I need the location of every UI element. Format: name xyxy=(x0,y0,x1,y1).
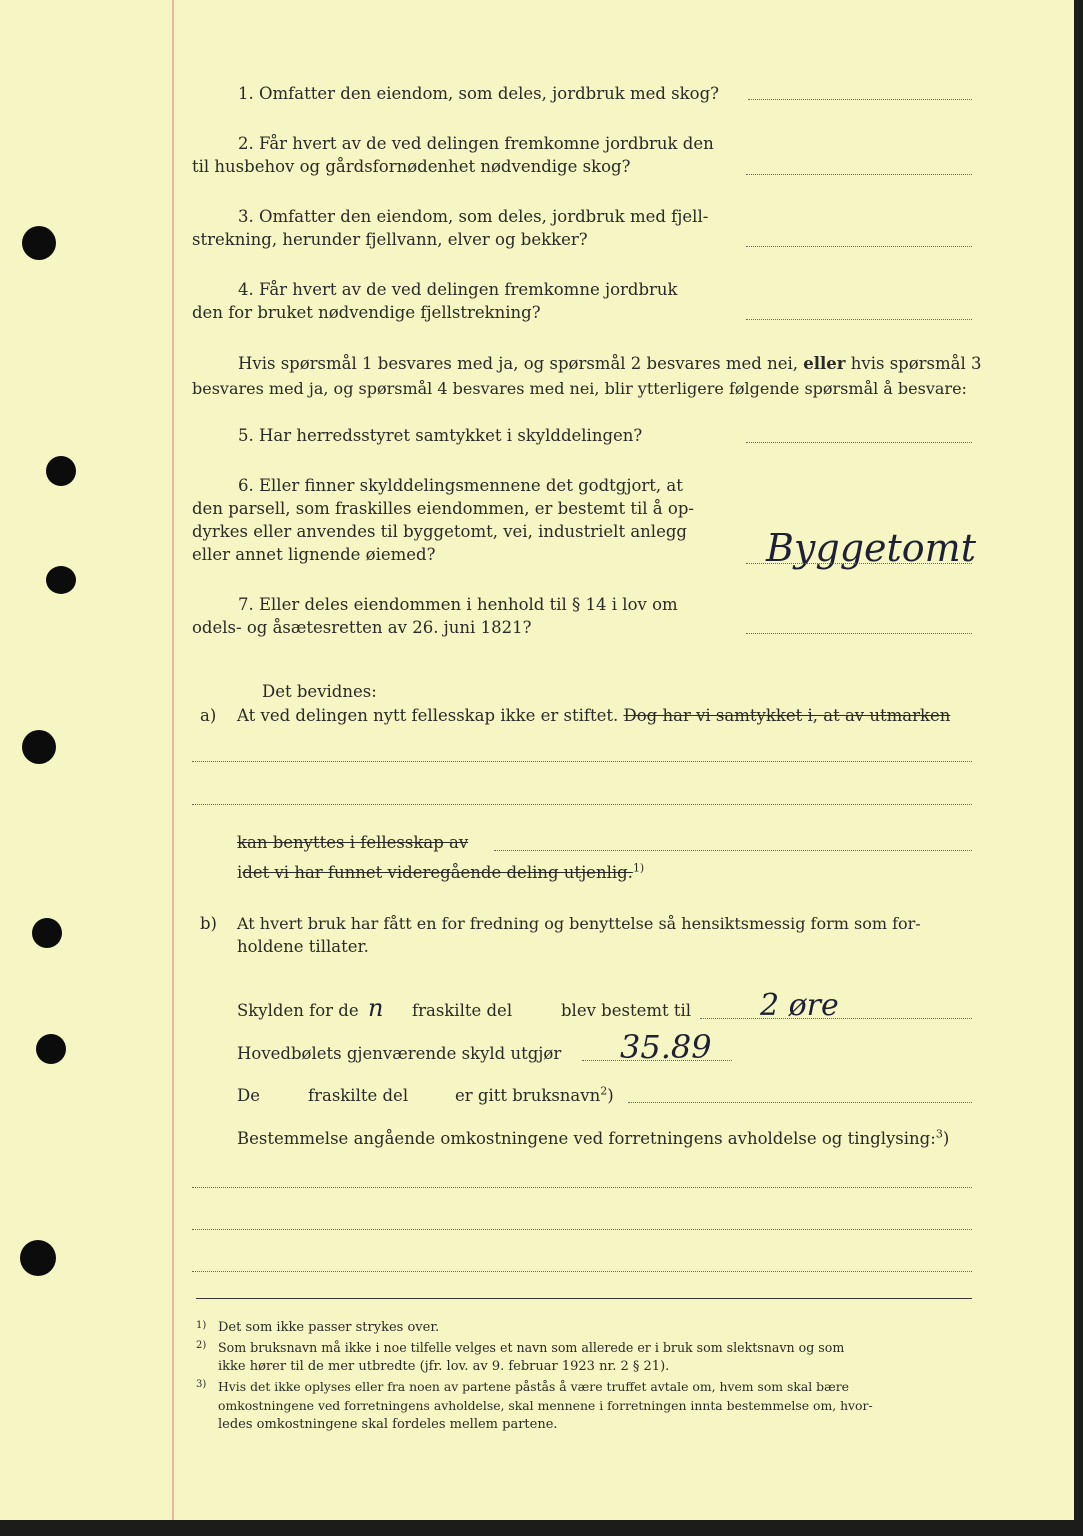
question-2-line2: til husbehov og gårdsfornødenhet nødvendige skog? xyxy=(192,157,631,176)
answer-line-q3 xyxy=(746,246,972,247)
item-b-line2: holdene tillater. xyxy=(237,937,369,956)
question-3-line2: strekning, herunder fjellvann, elver og bekker? xyxy=(192,230,588,249)
condition-line2: besvares med ja, og spørsmål 4 besvares med nei, blir ytterligere følgende spørsmål å besvare: xyxy=(192,379,967,398)
answer-line-bruksnavn xyxy=(628,1102,972,1103)
handwritten-answer-q6: Byggetomt xyxy=(766,526,976,570)
footnote-rule xyxy=(196,1298,972,1299)
question-4-line1: 4. Får hvert av de ved delingen fremkomne jordbruk xyxy=(238,280,678,299)
hovedbol-label: Hovedbølets gjenværende skyld utgjør xyxy=(237,1044,562,1063)
punch-hole xyxy=(22,226,56,260)
bestemmelse-label: Bestemmelse angående omkostningene ved forretningens avholdelse og tinglysing:$^3$) xyxy=(237,1127,950,1148)
margin-rule xyxy=(172,0,174,1520)
footnote-3-line2: omkostningene ved forretningens avholdelse, skal mennene i forretningen innta bestemmelse om, hvor- xyxy=(218,1398,873,1413)
question-6-line2: den parsell, som fraskilles eiendommen, er bestemt til å op- xyxy=(192,499,694,518)
struck-line-2: kan benyttes i fellesskap av xyxy=(237,833,469,852)
question-3-line1: 3. Omfatter den eiendom, som deles, jordbruk med fjell- xyxy=(238,207,709,226)
item-a-text: At ved delingen nytt fellesskap ikke er stiftet. Dog har vi samtykket i, at av utmarken xyxy=(237,706,951,725)
skyld-label-c: blev bestemt til xyxy=(561,1001,692,1020)
footnote-3-line3: ledes omkostningene skal fordeles mellem partene. xyxy=(218,1417,558,1432)
fraskilte-label: fraskilte del xyxy=(308,1086,409,1105)
punch-hole xyxy=(36,1034,66,1064)
skyld-label-b: fraskilte del xyxy=(412,1001,513,1020)
condition-line1: Hvis spørsmål 1 besvares med ja, og spørsmål 2 besvares med nei, eller hvis spørsmål 3 xyxy=(238,354,982,373)
footnote-2-mark: 2) xyxy=(196,1340,207,1351)
struck-line-3: idet vi har funnet videregående deling utjenlig.$^{1)}$ xyxy=(237,861,645,882)
punch-hole xyxy=(20,1240,56,1276)
answer-line-q1 xyxy=(748,99,972,100)
answer-line-q6 xyxy=(746,563,972,564)
blank-line xyxy=(192,1187,972,1188)
answer-line-q5 xyxy=(746,442,972,443)
question-4-line2: den for bruket nødvendige fjellstrekning? xyxy=(192,303,541,322)
item-b-label: b) xyxy=(200,914,217,933)
handwritten-skyld-value: 2 øre xyxy=(760,988,839,1023)
blank-line xyxy=(192,761,972,762)
footnote-1-mark: 1) xyxy=(196,1320,207,1331)
bruksnavn-label: er gitt bruksnavn$^2$) xyxy=(455,1084,614,1105)
question-6-line1: 6. Eller finner skylddelingsmennene det godtgjort, at xyxy=(238,476,683,495)
footnote-3-line1: Hvis det ikke oplyses eller fra noen av partene påstås å være truffet avtale om, hvem som skal bære xyxy=(218,1379,849,1394)
footnote-1: Det som ikke passer strykes over. xyxy=(218,1320,440,1335)
struck-text: Dog har vi samtykket i, at av utmarken xyxy=(623,706,951,725)
answer-line-q2 xyxy=(746,174,972,175)
de-label: De xyxy=(237,1086,260,1105)
skyld-label-a: Skylden for de xyxy=(237,1001,359,1020)
footnote-2-line2: ikke hører til de mer utbredte (jfr. lov. av 9. februar 1923 nr. 2 § 21). xyxy=(218,1359,670,1374)
answer-line-q7 xyxy=(746,633,972,634)
question-7-line1: 7. Eller deles eiendommen i henhold til § 14 i lov om xyxy=(238,595,678,614)
blank-line xyxy=(192,804,972,805)
punch-hole xyxy=(46,566,76,594)
punch-hole xyxy=(46,456,76,486)
blank-line xyxy=(192,1271,972,1272)
question-2-line1: 2. Får hvert av de ved delingen fremkomne jordbruk den xyxy=(238,134,714,153)
handwritten-hovedbol-value: 35.89 xyxy=(620,1028,712,1066)
item-a-label: a) xyxy=(200,706,217,725)
answer-line-q4 xyxy=(746,319,972,320)
question-1: 1. Omfatter den eiendom, som deles, jordbruk med skog? xyxy=(238,84,719,103)
footnote-3-mark: 3) xyxy=(196,1379,207,1390)
handwritten-n: n xyxy=(368,994,384,1022)
item-b-line1: At hvert bruk har fått en for fredning og benyttelse så hensiktsmessig form som for- xyxy=(237,914,921,933)
blank-line xyxy=(494,850,972,851)
question-5: 5. Har herredsstyret samtykket i skylddelingen? xyxy=(238,426,643,445)
footnote-2-line1: Som bruksnavn må ikke i noe tilfelle velges et navn som allerede er i bruk som slektsnavn og som xyxy=(218,1340,845,1355)
question-6-line3: dyrkes eller anvendes til byggetomt, vei, industrielt anlegg xyxy=(192,522,687,541)
attest-heading: Det bevidnes: xyxy=(262,682,377,701)
punch-hole xyxy=(32,918,62,948)
blank-line xyxy=(192,1229,972,1230)
punch-hole xyxy=(22,730,56,764)
question-6-line4: eller annet lignende øiemed? xyxy=(192,545,436,564)
question-7-line2: odels- og åsætesretten av 26. juni 1821? xyxy=(192,618,532,637)
